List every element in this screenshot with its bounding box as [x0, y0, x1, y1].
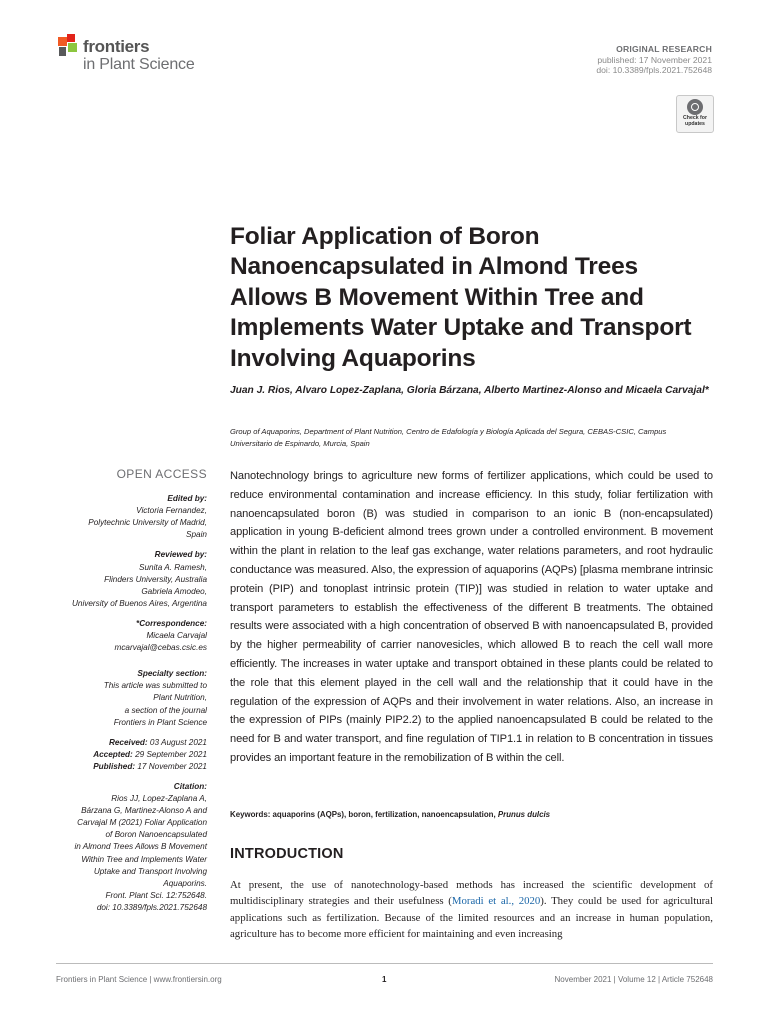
citation-line: Bárzana G, Martinez-Alonso A and: [81, 806, 207, 816]
logo-brand-text: frontiers: [83, 37, 150, 56]
correspondence-email-link[interactable]: mcarvajal@cebas.csic.es: [114, 643, 207, 653]
editor-line: Polytechnic University of Madrid,: [88, 518, 207, 528]
check-for-updates-button[interactable]: [676, 95, 714, 133]
specialty-section-label: Specialty section:: [137, 669, 207, 679]
footer-divider: [56, 963, 713, 964]
published-date-sidebar: [56, 761, 207, 773]
received-date: [56, 737, 207, 749]
reviewer-line: University of Buenos Aires, Argentina: [71, 598, 207, 608]
received-label: Received:: [108, 737, 148, 747]
affiliation: Group of Aquaporins, Department of Plant Nutrition, Centro de Edafología y Biología Aplicada del Segura, CEBAS-CSIC, Campus Universitario de Espinardo, Murcia, Spain: [230, 427, 667, 448]
reviewer-line: Flinders University, Australia: [104, 574, 207, 584]
abstract-text: Nanotechnology brings to agriculture new forms of fertilizer applications, which could be used to reduce environmental contamination and increase efficiency. In this study, foliar fertilization with nanoencapsulated boron (B) was studied in comparison to an ionic B (non-encapsulated) application in young B-deficient almond trees grown under a controlled environment. B movement within the plant in relation to the leaf gas exchange, water relations parameters, and root hydraulic conductance was measured. Also, the expression of aquaporins (AQPs) [plasma membrane intrinsic protein (PIP) and tonoplast intrinsic protein (TIP)] was studied in relation to water uptake and transport parameters to establish the effectiveness of the different B treatments. The obtained results were associated with a high concentration of observed B with nanoencapsulated B, provided by the higher permeability of carrier nanovesicles, which allowed B to reach the cell wall more efficiently. The increases in water uptake and transport obtained in these plants could be related to the role that this element played in the cell wall and the relationship that it could have in the regulation of the expression of AQPs and their involvement in water relations. Also, an increase in the expression of PIPs (mainly PIP2.2) to the applied nanoencapsulated B could be related to the need for B and water transport, and fine regulation of TIP1.1 in relation to B concentration in tissues provides an important feature in the remobilization of B within the cell.: [230, 470, 713, 764]
accepted-label: Accepted:: [93, 749, 133, 759]
keywords-text: aquaporins (AQPs), boron, fertilization, nanoencapsulation,: [270, 810, 498, 819]
citation-label: Citation:: [173, 781, 207, 791]
citation-line: of Boron Nanoencapsulated: [105, 830, 207, 840]
introduction-heading: INTRODUCTION: [230, 846, 344, 862]
published-label: Published:: [93, 761, 136, 771]
footer-issue-info: November 2021 | Volume 12 | Article 752648: [554, 975, 713, 984]
correspondence-label: *Correspondence:: [136, 618, 207, 628]
citation-line: Within Tree and Implements Water: [81, 854, 207, 864]
received-value: 03 August 2021: [147, 737, 207, 747]
citation-line: Uptake and Transport Involving: [93, 866, 207, 876]
doi-text: doi: 10.3389/fpls.2021.752648: [596, 65, 712, 75]
citation-line: Carvajal M (2021) Foliar Application: [77, 818, 207, 828]
check-updates-icon: [687, 99, 703, 115]
accepted-date: [56, 749, 207, 761]
journal-logo[interactable]: [56, 34, 226, 78]
citation-line: Aquaporins.: [163, 878, 207, 888]
editor-line: Spain: [186, 530, 207, 540]
article-sidebar: [56, 468, 207, 914]
article-header-info: [596, 44, 712, 76]
editor-line: Victoria Fernandez,: [136, 506, 207, 516]
specialty-line: This article was submitted to: [103, 681, 207, 691]
reviewer-line: Sunita A. Ramesh,: [139, 562, 207, 572]
citation-reference-link[interactable]: Moradi et al., 2020: [451, 895, 541, 908]
author-list: Juan J. Rios, Alvaro Lopez-Zaplana, Gloria Bárzana, Alberto Martinez-Alonso and Micaela Carvajal*: [230, 385, 709, 396]
intro-text-part: At present, the use of nanotechnology-based methods has increased the scientific development of multidisciplinary strategies and their usefulness (: [230, 879, 713, 908]
citation-line: in Almond Trees Allows B Movement: [74, 842, 207, 852]
correspondence-name: Micaela Carvajal: [146, 631, 207, 641]
edited-by-label: Edited by:: [167, 494, 207, 504]
specialty-line: a section of the journal: [124, 705, 207, 715]
accepted-value: 29 September 2021: [132, 749, 207, 759]
citation-line: Rios JJ, Lopez-Zaplana A,: [111, 794, 207, 804]
published-date: published: 17 November 2021: [597, 54, 712, 65]
published-value: 17 November 2021: [135, 761, 207, 771]
keywords-line: [230, 810, 713, 819]
specialty-line: Frontiers in Plant Science: [113, 717, 207, 727]
reviewed-by-label: Reviewed by:: [154, 550, 207, 560]
page-number: 1: [382, 975, 387, 984]
check-updates-line2: updates: [685, 120, 705, 127]
logo-journal-text: in Plant Science: [83, 56, 195, 73]
check-updates-line1: Check for: [683, 115, 707, 121]
article-type: ORIGINAL RESEARCH: [616, 44, 712, 54]
specialty-line: Plant Nutrition,: [153, 693, 207, 703]
article-title: Foliar Application of Boron Nanoencapsulated in Almond Trees Allows B Movement Within Tree and Implements Water Uptake and Transport Involving Aquaporins: [230, 223, 692, 372]
citation-doi-link[interactable]: doi: 10.3389/fpls.2021.752648: [96, 902, 207, 912]
introduction-paragraph: [230, 877, 713, 942]
keywords-italic: Prunus dulcis: [497, 810, 551, 819]
intro-text-part: ). They could be used for agricultural applications such as fertilization. Because of the limited resources and an increase in human population, agriculture has to become more efficient for maintaining and even increasing: [230, 895, 713, 940]
open-access-label: OPEN ACCESS: [116, 467, 207, 481]
footer-journal-link[interactable]: Frontiers in Plant Science | www.frontiersin.org: [56, 975, 222, 984]
keywords-label: Keywords:: [230, 810, 271, 819]
reviewer-line: Gabriela Amodeo,: [141, 586, 207, 596]
citation-line: Front. Plant Sci. 12:752648.: [105, 890, 207, 900]
frontiers-logo-icon: [56, 34, 80, 58]
